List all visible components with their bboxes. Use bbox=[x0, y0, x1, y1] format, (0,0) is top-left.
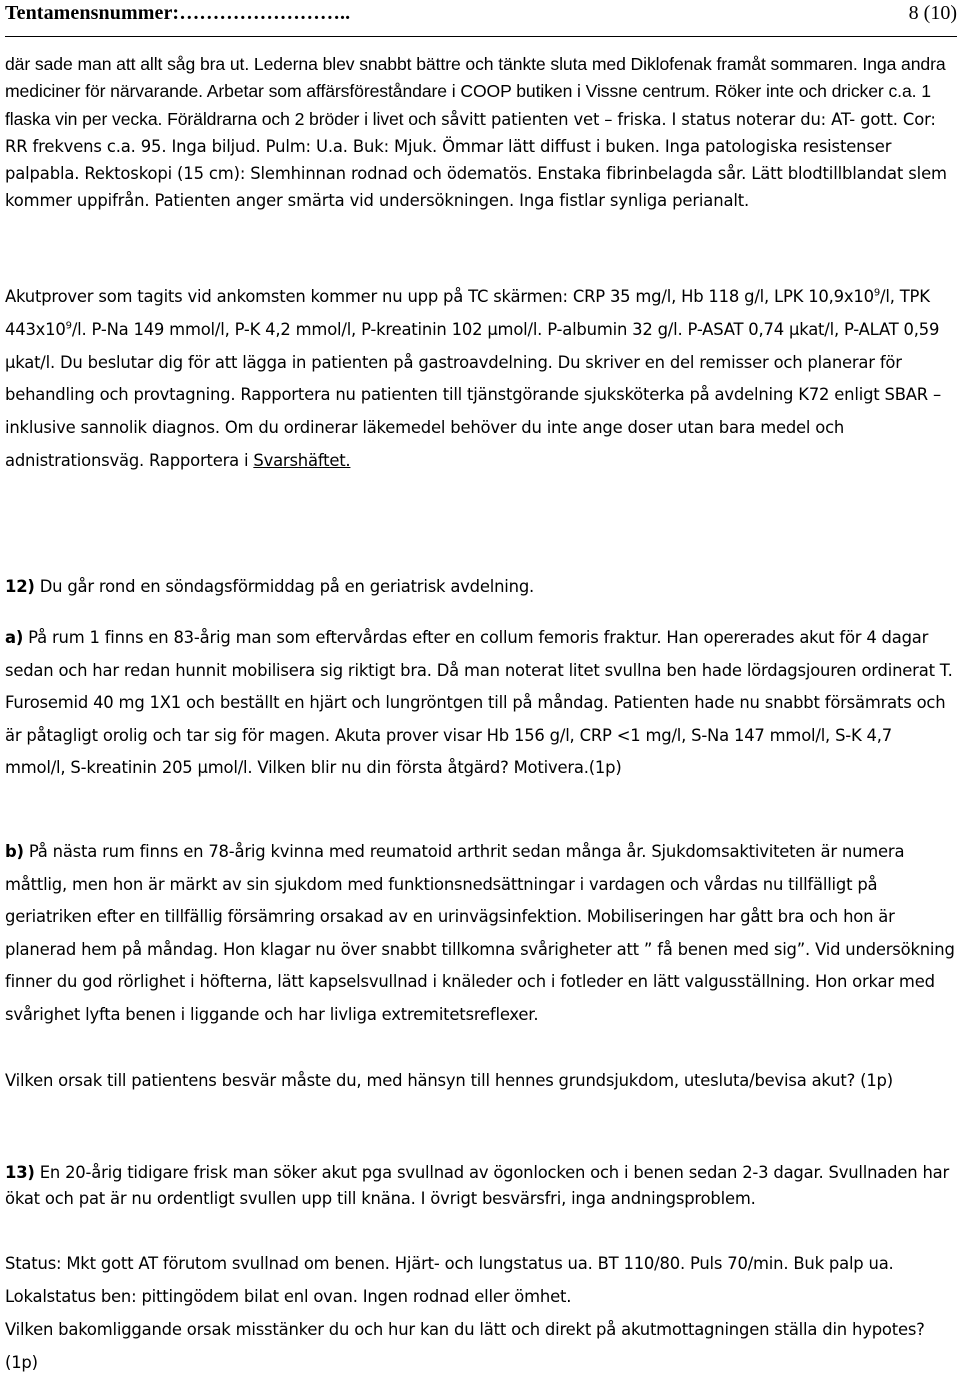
question-13-question: Vilken bakomliggande orsak misstänker du och hur kan du lätt och direkt på akutmottagningen ställa din hypotes? (1p) bbox=[5, 1320, 925, 1372]
lab-results-paragraph bbox=[5, 281, 957, 478]
lab-text-2: /l, TPK 443x10 bbox=[5, 287, 930, 339]
exam-number-label: Tentamensnummer:…………………….. bbox=[5, 2, 351, 24]
question-12-text: Du går rond en söndagsförmiddag på en geriatrisk avdelning. bbox=[34, 577, 535, 596]
question-12-number: 12) bbox=[5, 577, 35, 596]
lab-text-1: Akutprover som tagits vid ankomsten kommer nu upp på TC skärmen: CRP 35 mg/l, Hb 118 g/l, LPK 10,9x10 bbox=[5, 287, 874, 306]
question-13-number: 13) bbox=[5, 1163, 35, 1182]
case-history-text-1: där sade man att allt såg bra ut. Lederna blev snabbt bättre och tänkte sluta med Diklofenak framåt sommaren. Inga andra mediciner för närvarande. Arbetar som affärsföreståndare i COOP butiken i Vissne centrum. Röker inte och dricker c.a. 1 flaska vin per vecka. Föräldrarna och 2 bröder i livet och bbox=[5, 54, 946, 129]
question-13-text: En 20-årig tidigare frisk man söker akut pga svullnad av ögonlocken och i benen sedan 2-3 dagar. Svullnaden har ökat och pat är nu ordentligt svullen upp till knäna. I övrigt besvärsfri, inga andningsproblem. bbox=[5, 1163, 950, 1208]
answer-booklet-reference: Svarshäftet. bbox=[253, 450, 351, 470]
lab-superscript-2: 9 bbox=[65, 320, 72, 332]
question-13-status: Status: Mkt gott AT förutom svullnad om benen. Hjärt- och lungstatus ua. BT 110/80. Puls 70/min. Buk palp ua. Lokalstatus ben: pittingödem bilat enl ovan. Ingen rodnad eller ömhet. bbox=[5, 1254, 894, 1306]
lab-text-3: /l. P-Na 149 mmol/l, P-K 4,2 mmol/l, P-kreatinin 102 µmol/l. P-albumin 32 g/l. P-ASAT 0,74 µkat/l, P-ALAT 0,59 µkat/l. Du beslutar dig för att lägga in patienten på gastroavdelning. Du skriver en del remisser och planerar för behandling och provtagning. Rapportera nu patienten till tjänstgörande sjuksköterka på avdelning K72 enligt SBAR – inklusive sannolik diagnos. Om du ordinerar läkemedel behöver du inte ange doser utan bara medel och adnistrationsväg. Rapportera i bbox=[5, 319, 941, 470]
question-13-intro bbox=[5, 1160, 957, 1211]
question-12b-text: På nästa rum finns en 78-årig kvinna med reumatoid arthrit sedan många år. Sjukdomsaktiviteten är numera måttlig, men hon är märkt av sin sjukdom med funktionsnedsättningar i vardagen och vårdas nu tillfälligt på geriatriken efter en tillfällig försämring orsakad av en urinvägsinfektion. Mobiliseringen har gått bra och hon är planerad hem på måndag. Hon klagar nu över snabbt tillkomna svårigheter att ” få benen med sig”. Vid undersökning finner du god rörlighet i höfterna, lätt kapselsvullnad i knäleder och i fotleder en lätt valgusställning. Hon orkar med svårighet lyfta benen i liggande och har livliga extremitetsreflexer. bbox=[5, 842, 955, 1024]
question-12a bbox=[5, 622, 957, 785]
question-12-intro bbox=[5, 573, 957, 600]
question-12b-label: b) bbox=[5, 842, 24, 861]
document-page bbox=[5, 0, 957, 1372]
page-number: 8 (10) bbox=[908, 2, 957, 24]
question-12a-label: a) bbox=[5, 628, 24, 647]
case-history-paragraph bbox=[5, 51, 957, 215]
question-12b-question: Vilken orsak till patientens besvär måste du, med hänsyn till hennes grundsjukdom, utesluta/bevisa akut? (1p) bbox=[5, 1071, 893, 1090]
case-history-text-2: såvitt patienten vet – friska. I status noterar du: AT- gott. Cor: RR frekvens c.a. 95. Inga biljud. Pulm: U.a. Buk: Mjuk. Ömmar lätt diffust i buken. Inga patologiska resistenser palpabla. Rektoskopi (15 cm): Slemhinnan rodnad och ödematös. Enstaka fibrinbelagda sår. Lätt blodtillblandat slem kommer uppifrån. Patienten anger smärta vid undersökningen. Inga fistlar synliga perianalt. bbox=[5, 109, 947, 211]
lab-superscript-1: 9 bbox=[873, 287, 881, 299]
page-header bbox=[5, 0, 957, 37]
question-12a-text: På rum 1 finns en 83-årig man som eftervårdas efter en collum femoris fraktur. Han opererades akut för 4 dagar sedan och har redan hunnit mobilisera sig riktigt bra. Då man noterat litet svullna ben hade lördagsjouren ordinerat T. Furosemid 40 mg 1X1 och beställt en hjärt och lungröntgen till på måndag. Patienten hade nu snabbt försämrats och är påtagligt orolig och tar sig för magen. Akuta prover visar Hb 156 g/l, CRP <1 mg/l, S-Na 147 mmol/l, S-K 4,7 mmol/l, S-kreatinin 205 µmol/l. Vilken blir nu din första åtgärd? Motivera.(1p) bbox=[5, 628, 953, 778]
question-12b bbox=[5, 836, 957, 1032]
